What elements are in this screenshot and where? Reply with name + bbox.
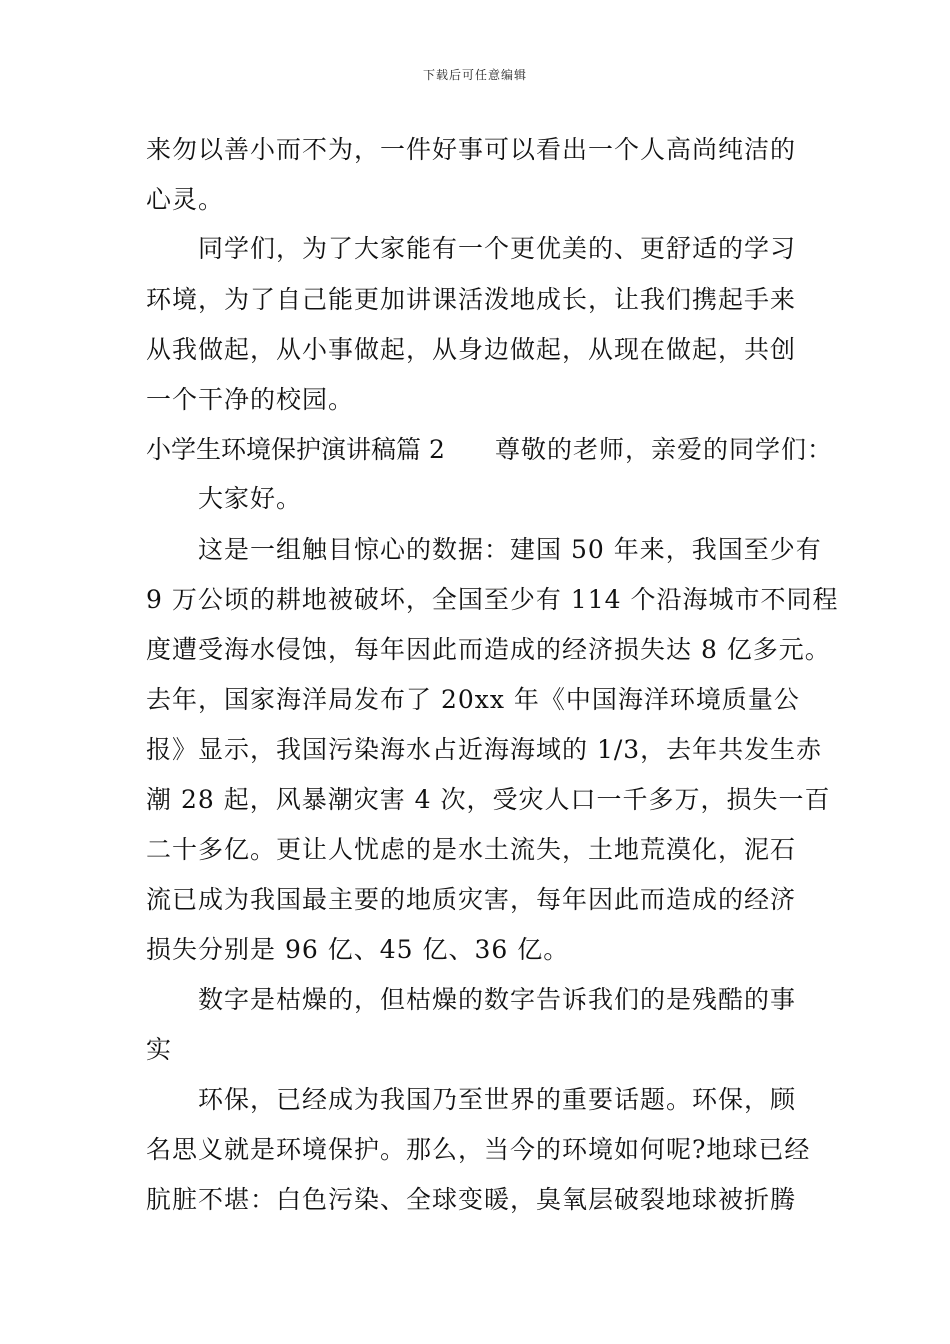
- paragraph-line: 同学们，为了大家能有一个更优美的、更舒适的学习: [198, 234, 797, 263]
- paragraph-line: 从我做起，从小事做起，从身边做起，从现在做起，共创: [146, 335, 797, 364]
- paragraph-line: 一个干净的校园。: [146, 385, 355, 414]
- paragraph-line: 报》显示，我国污染海水占近海海域的 1/3，去年共发生赤: [146, 735, 823, 764]
- paragraph-line: 名思义就是环境保护。那么，当今的环境如何呢?地球已经: [146, 1135, 811, 1164]
- paragraph-line: 环境，为了自己能更加讲课活泼地成长，让我们携起手来: [146, 285, 797, 314]
- paragraph-line: 二十多亿。更让人忧虑的是水土流失，土地荒漠化，泥石: [146, 835, 797, 864]
- paragraph-line: 实: [146, 1035, 173, 1064]
- paragraph-line: 度遭受海水侵蚀，每年因此而造成的经济损失达 8 亿多元。: [146, 635, 831, 664]
- paragraph-line: 肮脏不堪：白色污染、全球变暖，臭氧层破裂地球被折腾: [146, 1185, 797, 1214]
- paragraph-line: 去年，国家海洋局发布了 20xx 年《中国海洋环境质量公: [146, 685, 800, 714]
- paragraph-line: 流已成为我国最主要的地质灾害，每年因此而造成的经济: [146, 885, 797, 914]
- salutation: 尊敬的老师，亲爱的同学们：: [495, 435, 834, 464]
- paragraph-line: 大家好。: [198, 484, 303, 513]
- paragraph-line: 环保，已经成为我国乃至世界的重要话题。环保，顾: [198, 1085, 797, 1114]
- section-title: 小学生环境保护演讲稿篇 2: [146, 435, 445, 464]
- paragraph-line: 这是一组触目惊心的数据：建国 50 年来，我国至少有: [198, 535, 822, 564]
- paragraph-line: 损失分别是 96 亿、45 亿、36 亿。: [146, 935, 570, 964]
- page-header: 下载后可任意编辑: [422, 68, 527, 82]
- paragraph-line: 来勿以善小而不为，一件好事可以看出一个人高尚纯洁的: [146, 135, 797, 164]
- paragraph-line: 心灵。: [146, 185, 225, 214]
- paragraph-line: 数字是枯燥的，但枯燥的数字告诉我们的是残酷的事: [198, 985, 797, 1014]
- paragraph-line: 潮 28 起，风暴潮灾害 4 次，受灾人口一千多万，损失一百: [146, 785, 831, 814]
- paragraph-line: 9 万公顷的耕地被破坏，全国至少有 114 个沿海城市不同程: [146, 585, 839, 614]
